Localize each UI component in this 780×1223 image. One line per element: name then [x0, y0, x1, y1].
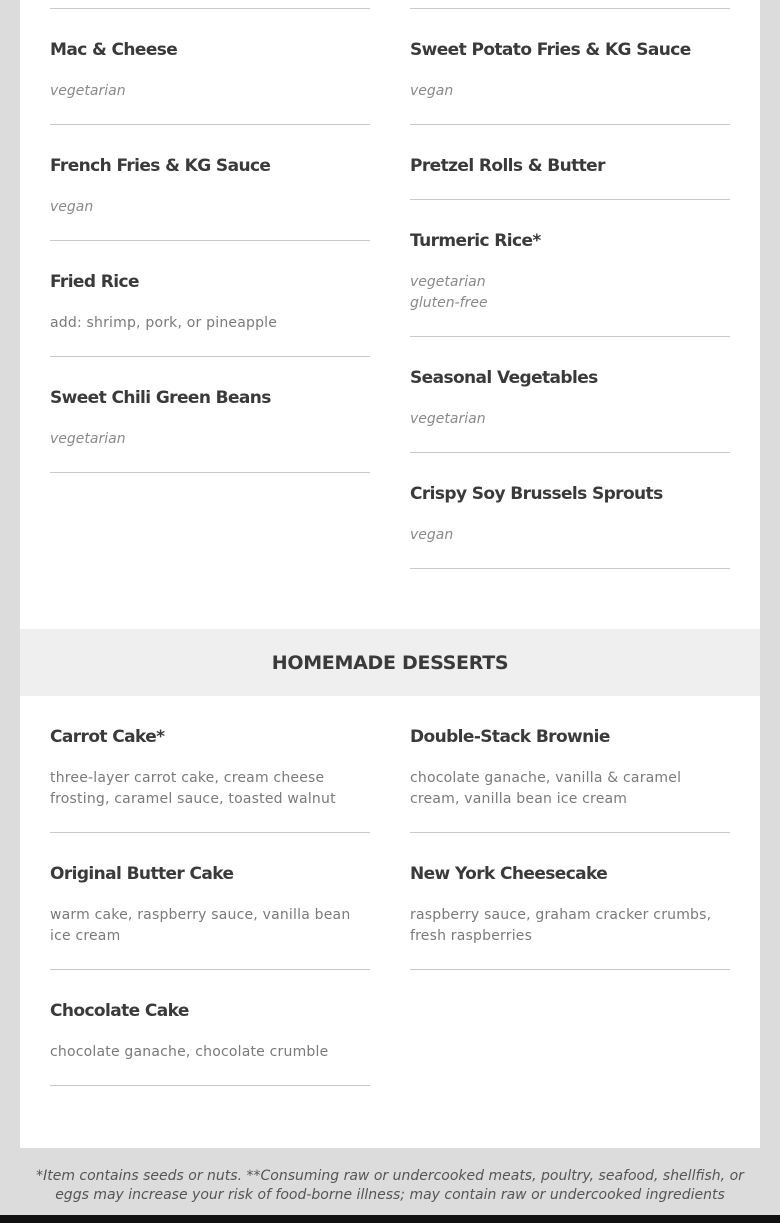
item-tag: vegetarian	[410, 274, 486, 290]
menu-item	[410, 696, 730, 833]
item-description: three-layer carrot cake, cream cheese frosting, caramel sauce, toasted walnut	[50, 770, 336, 807]
menu-item	[50, 357, 370, 473]
item-tag: vegetarian	[410, 411, 486, 427]
sides-right-column	[410, 8, 730, 569]
item-name: Pretzel Rolls & Butter	[410, 156, 605, 176]
menu-item	[410, 833, 730, 970]
item-name: Sweet Potato Fries & KG Sauce	[410, 40, 691, 60]
menu-item	[50, 696, 370, 833]
item-name: Crispy Soy Brussels Sprouts	[410, 484, 663, 504]
item-name: Mac & Cheese	[50, 40, 178, 60]
allergen-disclaimer: *Item contains seeds or nuts. **Consuming raw or undercooked meats, poultry, seafood, shellfish, or eggs may increase your risk of food-borne illness; may contain raw or undercooked ingredients	[36, 1168, 744, 1203]
sides-left-column	[50, 8, 370, 473]
item-name: Carrot Cake*	[50, 727, 165, 747]
menu-item	[50, 8, 370, 125]
menu-item	[410, 200, 730, 337]
item-name: New York Cheesecake	[410, 864, 608, 884]
item-description: chocolate ganache, chocolate crumble	[50, 1044, 329, 1060]
item-tag: vegan	[410, 83, 454, 99]
item-description: raspberry sauce, graham cracker crumbs, fresh raspberries	[410, 907, 712, 944]
bottom-bar	[0, 1215, 780, 1223]
item-tag: vegan	[50, 199, 94, 215]
item-description: add: shrimp, pork, or pineapple	[50, 315, 278, 331]
menu-item	[410, 125, 730, 200]
menu-item	[410, 8, 730, 125]
item-description: warm cake, raspberry sauce, vanilla bean ice cream	[50, 907, 351, 944]
section-title: HOMEMADE DESSERTS	[271, 651, 509, 674]
item-name: Chocolate Cake	[50, 1001, 189, 1021]
item-name: Fried Rice	[50, 272, 139, 292]
item-name: Sweet Chili Green Beans	[50, 388, 271, 408]
item-name: Double-Stack Brownie	[410, 727, 610, 747]
menu-card	[20, 0, 760, 1148]
item-name: Original Butter Cake	[50, 864, 234, 884]
item-name: Turmeric Rice*	[410, 231, 541, 251]
menu-item	[50, 970, 370, 1086]
item-tag: vegan	[410, 527, 454, 543]
item-name: French Fries & KG Sauce	[50, 156, 271, 176]
menu-item	[50, 241, 370, 357]
item-description: chocolate ganache, vanilla & caramel cream, vanilla bean ice cream	[410, 770, 682, 807]
item-tag: vegetarian	[50, 83, 126, 99]
menu-item	[50, 125, 370, 241]
item-name: Seasonal Vegetables	[410, 368, 598, 388]
desserts-left-column	[50, 696, 370, 1086]
item-tag: gluten-free	[410, 295, 488, 311]
desserts-right-column	[410, 696, 730, 970]
item-tag: vegetarian	[50, 431, 126, 447]
menu-item	[410, 453, 730, 569]
menu-item	[410, 337, 730, 453]
menu-item	[50, 833, 370, 970]
desserts-section-header	[20, 629, 760, 696]
